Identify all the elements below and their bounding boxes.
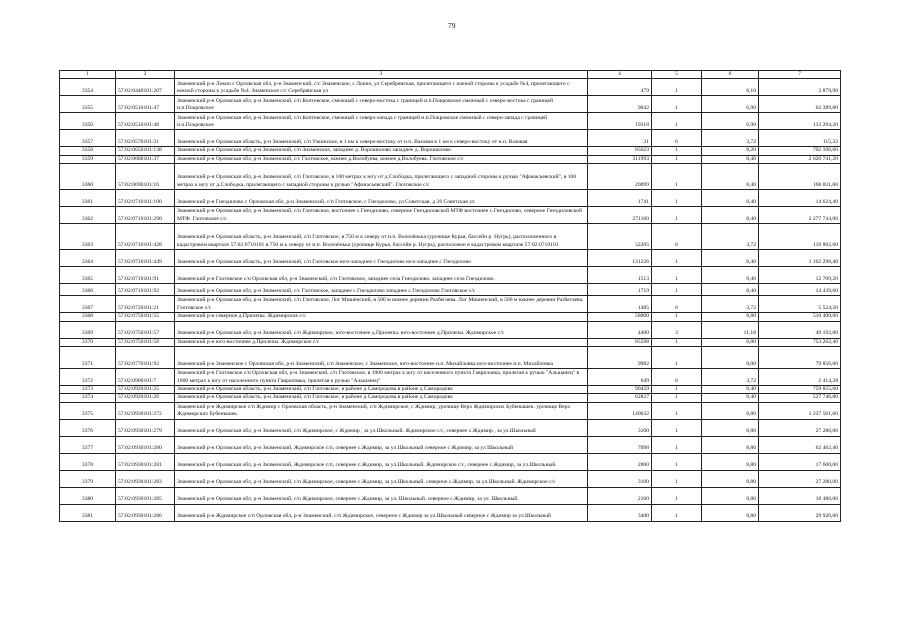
- plot-description: Знаменский р-н Орловская обл, р-н Знаменский, с/п Коптевское, смежный с северо-востока с границей н.п.Покровское смежный с северо-востока с границей н.п.Покровское: [175, 96, 588, 113]
- land-category: 1: [652, 504, 702, 521]
- land-category: 1: [652, 284, 702, 296]
- cadastral-number: 57:02:0930101:286: [116, 504, 175, 521]
- specific-value: 8,40: [702, 284, 759, 296]
- table-row: [60, 267, 841, 284]
- cadastral-value: 49 192,00: [759, 321, 841, 338]
- row-number: 3365: [60, 267, 116, 284]
- table-row: [60, 436, 841, 453]
- table-row: [60, 394, 841, 402]
- plot-description: Знаменский р-н Орловская обл, р-н Знаменский, с/п Ждимирское, севернее с.Ждимир, за ул. Школьный. северное с.Ждимир, за ул. Школьный.: [175, 487, 588, 504]
- plot-description: Знаменский р-н Орловская область, р-н Знаменский, с/п Глотовское, в 750 м к северу от н.п. Волочёнька (урочище Курья, бассейн р. Нугрь), расположенного в кадастровом квартале 57:02:0710101 в 750 м к северу от н.п. Волочёнька (урочище Курья, бассейн р. Нугрь), расположен в кадастровом квартале 57:02:0710101: [175, 224, 588, 250]
- cadastral-number: 57:02:0750101:58: [116, 338, 175, 346]
- cadastral-number: 57:02:0710101:91: [116, 267, 175, 284]
- cadastral-value: 27 280,00: [759, 419, 841, 436]
- land-category: 1: [652, 338, 702, 346]
- cadastral-value: 115,32: [759, 130, 841, 147]
- plot-area: 7098: [588, 436, 652, 453]
- cadastral-value: 1 237 561,60: [759, 402, 841, 419]
- specific-value: 3,72: [702, 224, 759, 250]
- row-number: 3374: [60, 394, 116, 402]
- land-category: 6: [652, 296, 702, 313]
- row-number: 3376: [60, 419, 116, 436]
- land-category: 6: [652, 369, 702, 386]
- land-category: 1: [652, 402, 702, 419]
- plot-area: 62827: [588, 394, 652, 402]
- row-number: 3364: [60, 250, 116, 267]
- cadastral-number: 57:02:0710101:92: [116, 284, 175, 296]
- cadastral-number: 57:02:0920101:26: [116, 394, 175, 402]
- row-number: 3362: [60, 207, 116, 224]
- specific-value: 8,80: [702, 470, 759, 487]
- cadastral-number: 57:02:0570101:31: [116, 130, 175, 147]
- cadastral-value: 27 280,00: [759, 470, 841, 487]
- row-number: 3360: [60, 164, 116, 190]
- table-row: [60, 147, 841, 155]
- land-category: 3: [652, 321, 702, 338]
- column-header: 7: [759, 71, 841, 79]
- plot-description: Знаменский р-н Орловская обл, р-н Знаменский, с/п Ждимирское, с Ждимир , за ул.Школьный. Ждимирское с/с, севернее с.Ждимир , за ул.Школьный: [175, 419, 588, 436]
- table-row: [60, 470, 841, 487]
- column-header: 6: [702, 71, 759, 79]
- plot-description: Знаменский р-н Орловская область, р-н Знаменский, с/п Глотовское, в районе д Самородова в районе д Самородова: [175, 386, 588, 394]
- row-number: 3377: [60, 436, 116, 453]
- cadastral-value: 62 462,40: [759, 436, 841, 453]
- row-number: 3355: [60, 96, 116, 113]
- row-number: 3359: [60, 155, 116, 163]
- table-row: [60, 113, 841, 130]
- table-row: [60, 79, 841, 96]
- specific-value: 11,18: [702, 321, 759, 338]
- land-category: 1: [652, 96, 702, 113]
- specific-value: 8,80: [702, 504, 759, 521]
- specific-value: 6,90: [702, 96, 759, 113]
- table-row: [60, 284, 841, 296]
- plot-area: 479: [588, 79, 652, 96]
- land-category: 1: [652, 79, 702, 96]
- plot-area: 649: [588, 369, 652, 386]
- cadastral-number: 57:02:0900101:7: [116, 369, 175, 386]
- cadastral-number: 57:02:0440101:207: [116, 79, 175, 96]
- cadastral-value: 133 294,20: [759, 113, 841, 130]
- row-number: 3356: [60, 113, 116, 130]
- specific-value: 8,10: [702, 79, 759, 96]
- header-row: [60, 71, 841, 79]
- land-category: 1: [652, 313, 702, 321]
- row-number: 3358: [60, 147, 116, 155]
- plot-area: 20099: [588, 164, 652, 190]
- plot-description: Знаменский р-н Орловская обл, р-н Знаменский, с/п Коптевское, смежный с северо-запада с границей н.п.Покровское смежный с северо-запада с границей н.п.Покровское: [175, 113, 588, 130]
- row-number: 3380: [60, 487, 116, 504]
- specific-value: 8,80: [702, 436, 759, 453]
- cadastral-number: 57:02:0930101:279: [116, 419, 175, 436]
- specific-value: 8,80: [702, 402, 759, 419]
- cadastral-value: 168 831,60: [759, 164, 841, 190]
- cadastral-value: 2 414,28: [759, 369, 841, 386]
- specific-value: 8,20: [702, 147, 759, 155]
- land-category: 1: [652, 470, 702, 487]
- land-category: 1: [652, 347, 702, 369]
- cadastral-value: 12 709,20: [759, 267, 841, 284]
- cadastral-value: 119 802,60: [759, 224, 841, 250]
- cadastral-number: 57:02:0930101:272: [116, 402, 175, 419]
- land-category: 1: [652, 113, 702, 130]
- plot-description: Знаменский р-н северное д.Прилепы. Ждимирское с/с: [175, 313, 588, 321]
- plot-description: Знаменский р-н Знаменское с Орловская обл, р-н Знаменский, с/п Знаменское, с Знаменское, юго-восточнее н.п. Михайловка юго-восточнее н.п. Михайловка: [175, 347, 588, 369]
- plot-area: 90459: [588, 386, 652, 394]
- row-number: 3354: [60, 79, 116, 96]
- specific-value: 8,00: [702, 347, 759, 369]
- row-number: 3375: [60, 402, 116, 419]
- plot-description: Знаменский р-н Орловская обл, р-н Знаменский, с/п Глотовское, Лог Мишенский, в 500 м южнее деревни Разбегаева. Лог Мишенский, в 500 м южнее деревни Разбегаева. Глотовское с/с: [175, 296, 588, 313]
- plot-area: 311993: [588, 155, 652, 163]
- plot-description: Знаменский р-н Орловская область, р-н Знаменский, с/п Глотовское, в районе д Самородова в районе д Самородова: [175, 394, 588, 402]
- table-row: [60, 453, 841, 470]
- plot-description: Знаменский р-н Орловская обл, р-н Знаменский, с/с Глотовское, западнее с.Гнездилово западнее с.Гнездилово Глотовское с/с: [175, 284, 588, 296]
- plot-area: 85598: [588, 338, 652, 346]
- table-row: [60, 296, 841, 313]
- cadastral-value: 18 480,00: [759, 487, 841, 504]
- cadastral-value: 3 879,90: [759, 79, 841, 96]
- cadastral-value: 29 920,00: [759, 504, 841, 521]
- land-category: 1: [652, 487, 702, 504]
- cadastral-number: 57:02:0930101:285: [116, 487, 175, 504]
- table-row: [60, 487, 841, 504]
- plot-area: 2000: [588, 453, 652, 470]
- specific-value: 8,80: [702, 487, 759, 504]
- plot-area: 3400: [588, 504, 652, 521]
- cadastral-value-table: [59, 70, 841, 522]
- cadastral-value: 14 624,40: [759, 190, 841, 207]
- row-number: 3371: [60, 347, 116, 369]
- cadastral-number: 57:02:0510101:48: [116, 113, 175, 130]
- plot-description: Знаменский р-н Ждимирское с/п Ждимир с Орловская область, р-н Знаменский, с/п Ждимирское, с Ждимир, урочище Верх Ждимирских Бубенышек. урочище Верх Ждимирских Бубенышек.: [175, 402, 588, 419]
- cadastral-value: 702 108,60: [759, 147, 841, 155]
- plot-area: 3100: [588, 419, 652, 436]
- cadastral-value: 510 400,00: [759, 313, 841, 321]
- cadastral-number: 57:02:0690101:16: [116, 164, 175, 190]
- row-number: 3361: [60, 190, 116, 207]
- cadastral-number: 57:02:0510101:47: [116, 96, 175, 113]
- specific-value: 3,72: [702, 130, 759, 147]
- row-number: 3370: [60, 338, 116, 346]
- cadastral-value: 1 102 298,40: [759, 250, 841, 267]
- plot-description: Знаменский р-н Орловская обл, р-н Знаменский, с/п Ждимирское, юго-восточнее д.Прилепы. юго-восточнее д.Прилепы. Ждимирское с/с: [175, 321, 588, 338]
- cadastral-number: 57:02:0930101:283: [116, 470, 175, 487]
- plot-description: Знаменский р-н Гнездилово с Орловская обл, р-н Знаменский, с/п Глотовское, с Гнездилово, ул Советская, д 26 Советская ул: [175, 190, 588, 207]
- cadastral-value: 2 620 741,20: [759, 155, 841, 163]
- plot-area: 271160: [588, 207, 652, 224]
- plot-description: Знаменский р-н Локно с Орловская обл, р-н Знаменский, с/с Знаменское, с Локно, ул Серебрянская, прилегающего с южной стороны к усадьбе №4, прилегающего с южной стороны к усадьбе №4. Знаменское с/с Серебрянская ул: [175, 79, 588, 96]
- row-number: 3373: [60, 386, 116, 394]
- specific-value: 6,90: [702, 113, 759, 130]
- table-row: [60, 386, 841, 394]
- plot-description: Знаменский р-н Глотовское с/п Орловская обл, р-н Знаменский, с/п Глотовское, западнее села Гнездилово. западнее села Гнездилово.: [175, 267, 588, 284]
- cadastral-number: 57:02:0920101:25: [116, 386, 175, 394]
- column-header: 5: [652, 71, 702, 79]
- cadastral-value: 753 262,40: [759, 338, 841, 346]
- plot-area: 9042: [588, 96, 652, 113]
- specific-value: 8,80: [702, 338, 759, 346]
- page-number: 79: [448, 21, 456, 30]
- plot-area: 2100: [588, 487, 652, 504]
- plot-description: Знаменский р-н Глотовское с/п Орловская обл, р-н Знаменский, с/п Глотовское, в 1000 метрах к югу от населенного пункта Гавриловка, прилегая к ручью "Альшанец" в 1000 метрах к югу от населенного пункта Гавриловка, прилегая к ручью "Альшанец": [175, 369, 588, 386]
- plot-area: 3100: [588, 470, 652, 487]
- row-number: 3378: [60, 453, 116, 470]
- specific-value: 8,40: [702, 155, 759, 163]
- specific-value: 8,80: [702, 453, 759, 470]
- table-row: [60, 369, 841, 386]
- plot-description: Знаменский р-н Орловская область, р-н Знаменский, с/п Узкинское, в 1 км к северо-востоку от н.п. Вазовая в 1 км к северо-востоку от н.п. Вазовая: [175, 130, 588, 147]
- cadastral-value: 79 856,00: [759, 347, 841, 369]
- row-number: 3369: [60, 321, 116, 338]
- land-category: 1: [652, 267, 702, 284]
- table-row: [60, 402, 841, 419]
- plot-description: Знаменский р-н Орловская обл, р-н Знаменский, Ждимирское с/п, севернее с.Ждимир, за ул.Школьный. Ждимирское с/с, севернее с.Ждимир, за ул.Школьный.: [175, 453, 588, 470]
- column-header: 3: [175, 71, 588, 79]
- plot-description: Знаменский р-н Орловская обл, р-н Знаменский, Ждимирское с/п, севернее с.Ждимир, за ул Школьный северное с Ждимир, за ул Школьный: [175, 436, 588, 453]
- plot-description: Знаменский р-н Орловская обл, р-н Знаменский, с/п Ждимирское, севернее с.Ждимир, за ул.Школьный. северное с.Ждимир, за ул.Школьный. Ждимирское с/с: [175, 470, 588, 487]
- plot-area: 58000: [588, 313, 652, 321]
- specific-value: 8,80: [702, 313, 759, 321]
- plot-area: 85623: [588, 147, 652, 155]
- land-category: 1: [652, 394, 702, 402]
- land-category: 1: [652, 436, 702, 453]
- specific-value: 8,40: [702, 267, 759, 284]
- specific-value: 8,80: [702, 419, 759, 436]
- cadastral-number: 57:02:0710101:290: [116, 207, 175, 224]
- plot-area: 31: [588, 130, 652, 147]
- table-row: [60, 347, 841, 369]
- table-row: [60, 250, 841, 267]
- row-number: 3381: [60, 504, 116, 521]
- cadastral-number: 57:02:0750101:57: [116, 321, 175, 338]
- table-row: [60, 321, 841, 338]
- plot-area: 1485: [588, 296, 652, 313]
- land-category: 1: [652, 155, 702, 163]
- plot-area: 9982: [588, 347, 652, 369]
- cadastral-value: 2 277 744,00: [759, 207, 841, 224]
- plot-area: 32205: [588, 224, 652, 250]
- land-category: 1: [652, 250, 702, 267]
- plot-area: 1513: [588, 267, 652, 284]
- cadastral-number: 57:02:0720101:21: [116, 296, 175, 313]
- plot-description: Знаменский р-н Орловская область, р-н Знаменский, с/п Глотовское юго-западнее с Гнездилово юго-западнее с Гнездилово: [175, 250, 588, 267]
- specific-value: 8,40: [702, 250, 759, 267]
- plot-description: Знаменский р-н Орловская обл, р-н Знаменский, с/п Глотовское, в 100 метрах к югу от д.Слободка, прилегающего с западной стороны к ручью "Афанасьевский", в 100 метрах к югу от д.Слободка, прилегающего с западной стороны к ручью "Афанасьевский". Глотовское с/с: [175, 164, 588, 190]
- table-row: [60, 313, 841, 321]
- cadastral-number: 57:02:0750101:55: [116, 313, 175, 321]
- table-body: [60, 79, 841, 521]
- plot-description: Знаменский р-н юго-восточнее д.Прилепы. Ждимирское с/с: [175, 338, 588, 346]
- table-row: [60, 419, 841, 436]
- table-row: [60, 504, 841, 521]
- cadastral-value: 14 439,60: [759, 284, 841, 296]
- cadastral-number: 57:02:0710101:449: [116, 250, 175, 267]
- cadastral-number: 57:02:0650101:138: [116, 147, 175, 155]
- plot-area: 1741: [588, 190, 652, 207]
- row-number: 3357: [60, 130, 116, 147]
- plot-area: 1719: [588, 284, 652, 296]
- cadastral-number: 57:02:0710101:100: [116, 190, 175, 207]
- row-number: 3372: [60, 369, 116, 386]
- land-category: 1: [652, 419, 702, 436]
- specific-value: 8,40: [702, 190, 759, 207]
- specific-value: 8,40: [702, 394, 759, 402]
- column-header: 4: [588, 71, 652, 79]
- plot-area: 19318: [588, 113, 652, 130]
- specific-value: 8,40: [702, 386, 759, 394]
- land-category: 1: [652, 386, 702, 394]
- plot-description: Знаменский р-н Орловская обл, р-н Знаменский, с/п Знаменское, западнее д. Ворошилово западнее д. Ворошилово: [175, 147, 588, 155]
- cadastral-number: 57:02:0710101:428: [116, 224, 175, 250]
- plot-description: Знаменский р-н Орловская обл, р-н Знаменский, с/п Глотовское, восточнее с.Гнездилово, северное Гнездиловской МТФ восточнее с.Гнездилово, северное Гнездиловской МТФ. Глотовское с/с: [175, 207, 588, 224]
- row-number: 3367: [60, 296, 116, 313]
- cadastral-number: 57:02:0930101:280: [116, 436, 175, 453]
- table-row: [60, 338, 841, 346]
- row-number: 3379: [60, 470, 116, 487]
- table-row: [60, 96, 841, 113]
- cadastral-number: 57:02:0930101:281: [116, 453, 175, 470]
- row-number: 3363: [60, 224, 116, 250]
- plot-area: 4400: [588, 321, 652, 338]
- plot-area: 140632: [588, 402, 652, 419]
- cadastral-number: 57:02:0770101:92: [116, 347, 175, 369]
- cadastral-value: 527 746,80: [759, 394, 841, 402]
- land-category: 6: [652, 130, 702, 147]
- plot-description: Знаменский р-н Орловская обл, р-н Знаменский, с/с Глотовское, южнее д.Волобуева, южнее д.Волобуева. Глотовское с/с: [175, 155, 588, 163]
- land-category: 1: [652, 207, 702, 224]
- table-row: [60, 164, 841, 190]
- plot-description: Знаменский р-н Ждимирское с/п Орловская обл, р-н Знаменский, с/п Ждимирское, северное с Ждимир за ул.Школьный северное с Ждимир за ул.Школьный: [175, 504, 588, 521]
- table-row: [60, 207, 841, 224]
- land-category: 1: [652, 147, 702, 155]
- land-category: 6: [652, 224, 702, 250]
- row-number: 3368: [60, 313, 116, 321]
- cadastral-value: 62 389,80: [759, 96, 841, 113]
- specific-value: 8,40: [702, 164, 759, 190]
- plot-area: 131226: [588, 250, 652, 267]
- land-category: 1: [652, 453, 702, 470]
- cadastral-value: 17 600,00: [759, 453, 841, 470]
- row-number: 3366: [60, 284, 116, 296]
- table-row: [60, 155, 841, 163]
- specific-value: 3,72: [702, 369, 759, 386]
- column-header: 2: [116, 71, 175, 79]
- column-header: 1: [60, 71, 116, 79]
- table-row: [60, 190, 841, 207]
- cadastral-number: 57:02:0680101:37: [116, 155, 175, 163]
- land-category: 1: [652, 164, 702, 190]
- cadastral-value: 5 524,20: [759, 296, 841, 313]
- table-row: [60, 224, 841, 250]
- specific-value: 3,72: [702, 296, 759, 313]
- table-row: [60, 130, 841, 147]
- land-category: 1: [652, 190, 702, 207]
- specific-value: 8,40: [702, 207, 759, 224]
- cadastral-value: 759 855,60: [759, 386, 841, 394]
